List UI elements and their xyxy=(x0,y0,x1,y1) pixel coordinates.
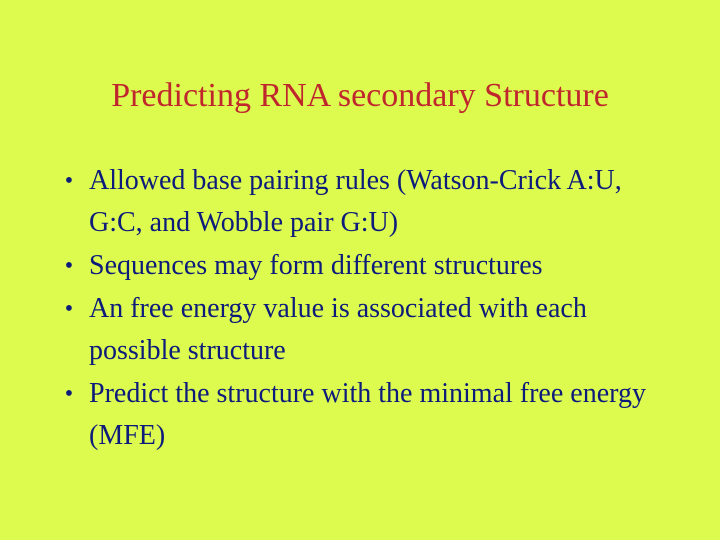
bullet-item-2 xyxy=(60,245,680,287)
bullet-item-4 xyxy=(60,373,680,457)
bullet-text-3: An free energy value is associated with each possible structure xyxy=(89,293,587,366)
bullet-dot-icon: • xyxy=(64,253,74,279)
bullet-dot-icon: • xyxy=(64,296,74,322)
bullet-text-4: Predict the structure with the minimal free energy (MFE) xyxy=(89,378,646,451)
bullet-dot-icon: • xyxy=(64,381,74,407)
bullet-item-1 xyxy=(60,160,680,244)
bullet-list xyxy=(60,160,680,458)
bullet-text-2: Sequences may form different structures xyxy=(89,250,543,281)
bullet-text-1: Allowed base pairing rules (Watson-Crick A:U, G:C, and Wobble pair G:U) xyxy=(89,165,622,238)
slide-title: Predicting RNA secondary Structure xyxy=(111,77,609,114)
bullet-dot-icon: • xyxy=(64,168,74,194)
bullet-item-3 xyxy=(60,288,680,372)
